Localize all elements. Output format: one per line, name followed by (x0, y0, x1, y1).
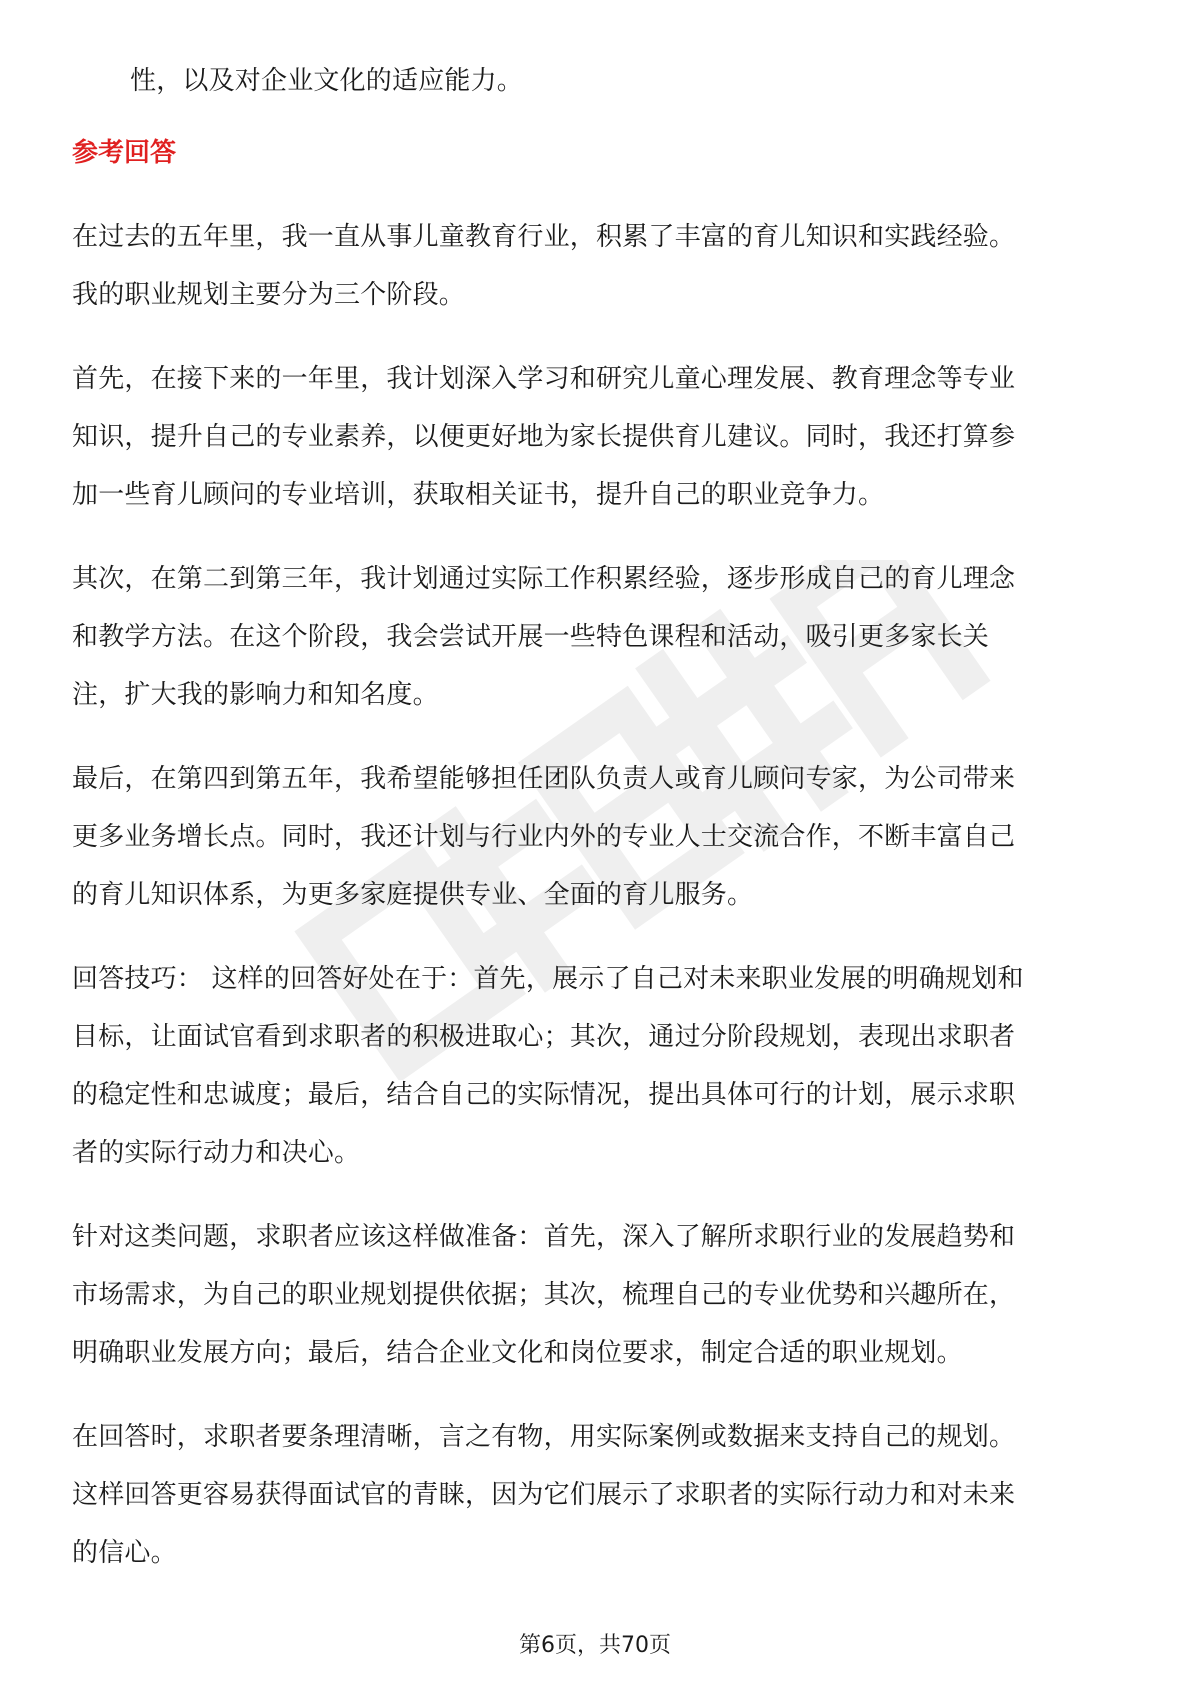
document-body (72, 52, 1122, 1582)
paragraph-line: 者的实际行动力和决心。 (72, 1138, 361, 1168)
paragraph-line: 的稳定性和忠诚度；最后，结合自己的实际情况，提出具体可行的计划，展示求职 (72, 1080, 1016, 1110)
paragraph-line: 首先，在接下来的一年里，我计划深入学习和研究儿童心理发展、教育理念等专业 (72, 364, 1016, 394)
paragraph-3 (72, 550, 1122, 724)
paragraph-line: 我的职业规划主要分为三个阶段。 (72, 280, 466, 310)
paragraph-6 (72, 1208, 1122, 1382)
paragraph-line: 最后，在第四到第五年，我希望能够担任团队负责人或育儿顾问专家，为公司带来 (72, 764, 1016, 794)
paragraph-line: 在回答时，求职者要条理清晰，言之有物，用实际案例或数据来支持自己的规划。 (72, 1422, 1016, 1452)
paragraph-line: 和教学方法。在这个阶段，我会尝试开展一些特色课程和活动，吸引更多家长关 (72, 622, 990, 652)
page-number-footer: 第6页，共70页 (519, 1633, 671, 1658)
paragraph-line: 针对这类问题，求职者应该这样做准备：首先，深入了解所求职行业的发展趋势和 (72, 1222, 1016, 1252)
paragraph-5-tips (72, 950, 1122, 1182)
paragraph-7 (72, 1408, 1122, 1582)
paragraph-line: 加一些育儿顾问的专业培训，获取相关证书，提升自己的职业竞争力。 (72, 480, 885, 510)
paragraph-4 (72, 750, 1122, 924)
section-heading: 参考回答 (72, 138, 177, 168)
paragraph-line: 在过去的五年里，我一直从事儿童教育行业，积累了丰富的育儿知识和实践经验。 (72, 222, 1016, 252)
paragraph-line: 其次，在第二到第三年，我计划通过实际工作积累经验，逐步形成自己的育儿理念 (72, 564, 1016, 594)
paragraph-line: 更多业务增长点。同时，我还计划与行业内外的专业人士交流合作，不断丰富自己 (72, 822, 1016, 852)
intro-line: 性，以及对企业文化的适应能力。 (130, 66, 524, 96)
paragraph-line: 的信心。 (72, 1538, 177, 1568)
paragraph-line: 这样回答更容易获得面试官的青睐，因为它们展示了求职者的实际行动力和对未来 (72, 1480, 1016, 1510)
paragraph-line: 的育儿知识体系，为更多家庭提供专业、全面的育儿服务。 (72, 880, 754, 910)
paragraph-line: 市场需求，为自己的职业规划提供依据；其次，梳理自己的专业优势和兴趣所在， (72, 1280, 1016, 1310)
paragraph-line: 回答技巧： 这样的回答好处在于：首先，展示了自己对未来职业发展的明确规划和 (72, 964, 1024, 994)
paragraph-line: 明确职业发展方向；最后，结合企业文化和岗位要求，制定合适的职业规划。 (72, 1338, 963, 1368)
paragraph-line: 注，扩大我的影响力和知名度。 (72, 680, 439, 710)
paragraph-line: 目标，让面试官看到求职者的积极进取心；其次，通过分阶段规划，表现出求职者 (72, 1022, 1016, 1052)
paragraph-2 (72, 350, 1122, 524)
paragraph-1 (72, 208, 1122, 324)
paragraph-line: 知识，提升自己的专业素养，以便更好地为家长提供育儿建议。同时，我还打算参 (72, 422, 1016, 452)
